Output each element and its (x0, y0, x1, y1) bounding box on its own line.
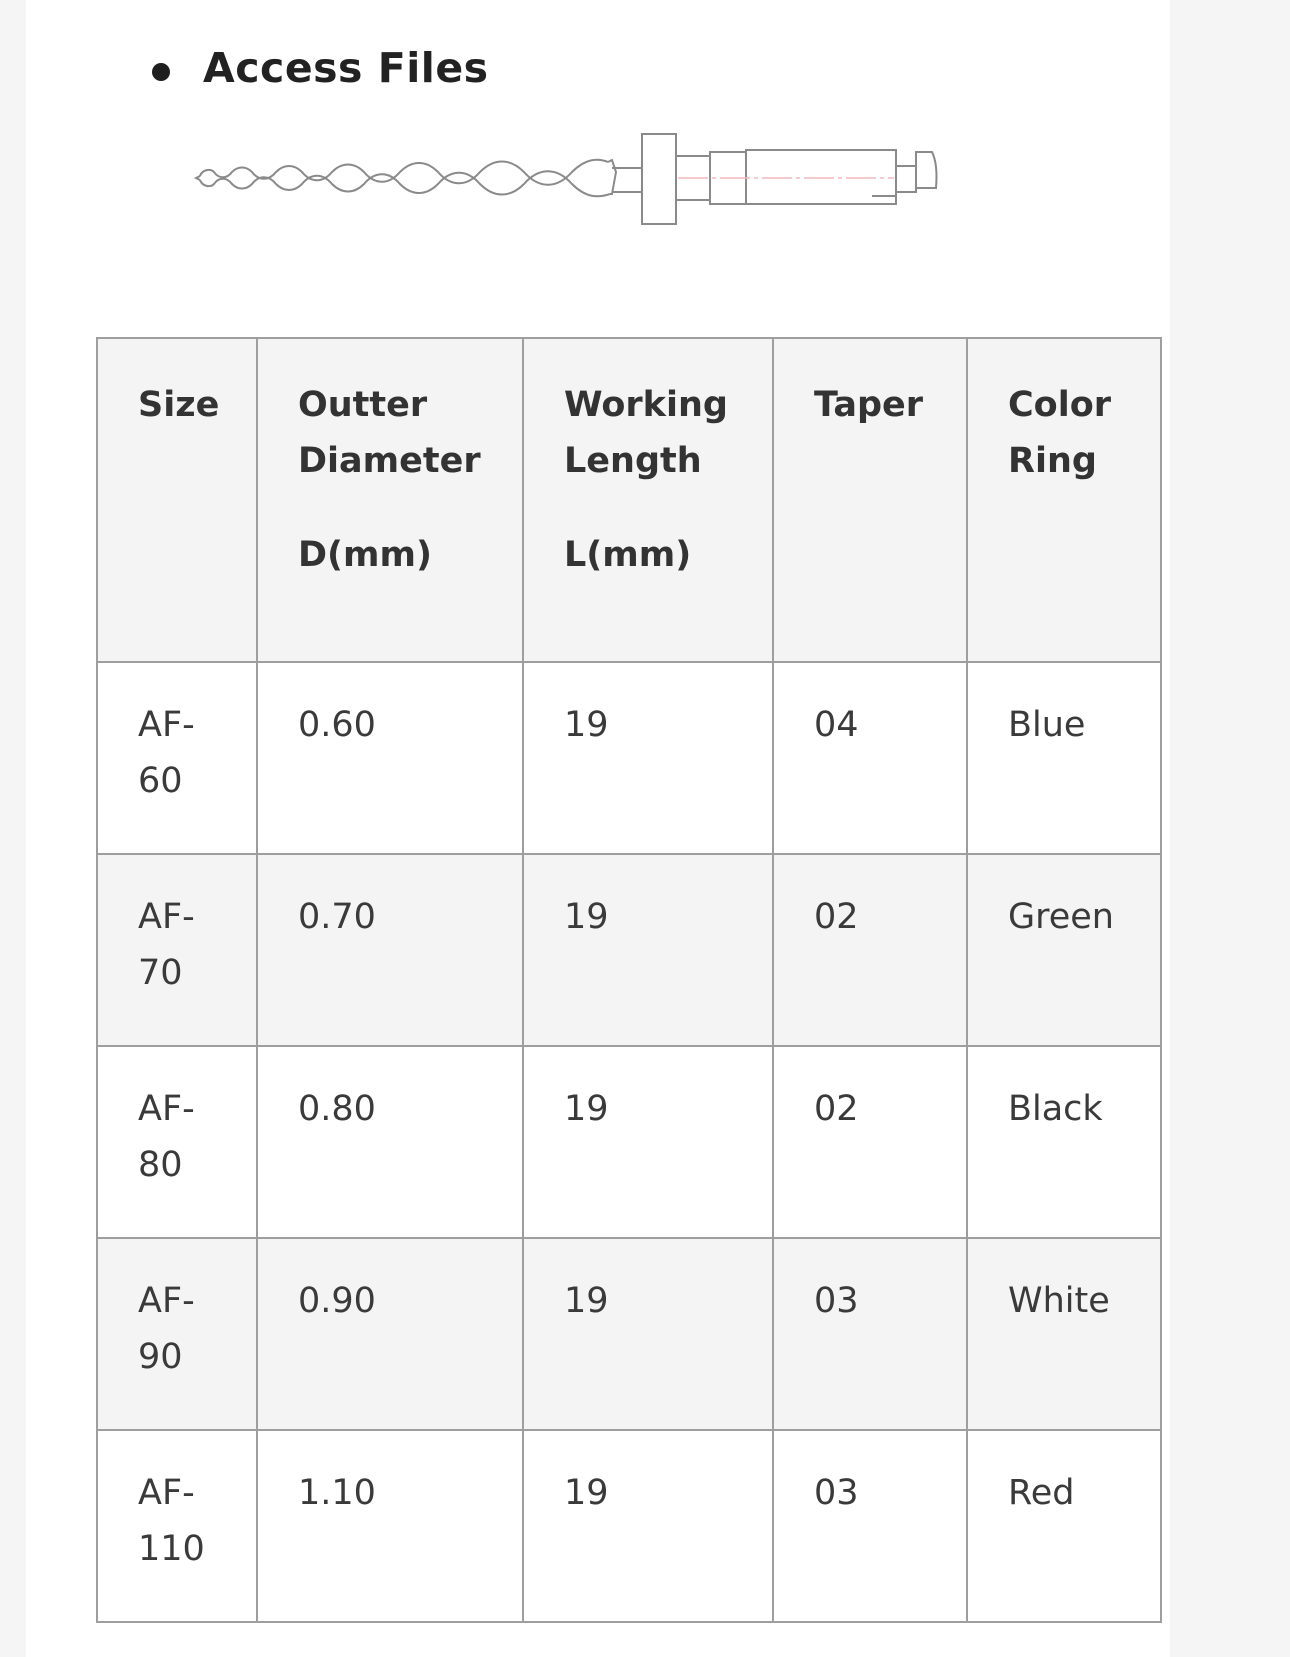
header-size-label: Size (138, 385, 220, 425)
cell-color: Blue (967, 662, 1161, 854)
header-color-line1: Color (1008, 385, 1112, 425)
size-prefix: AF- (138, 1281, 195, 1321)
size-prefix: AF- (138, 705, 195, 745)
header-color-line2: Ring (1008, 441, 1097, 481)
section-heading-row (26, 40, 1170, 104)
header-diameter-line1: Outter (298, 385, 428, 425)
table-row (97, 1430, 1161, 1622)
spec-table (96, 337, 1162, 1623)
table-row (97, 662, 1161, 854)
header-length-line1: Working (564, 385, 728, 425)
cell-color: Black (967, 1046, 1161, 1238)
cell-length: 19 (523, 1046, 773, 1238)
cell-diameter: 0.80 (257, 1046, 523, 1238)
cell-taper: 03 (773, 1430, 967, 1622)
size-prefix: AF- (138, 1089, 195, 1129)
cell-color: White (967, 1238, 1161, 1430)
header-diameter-line2: Diameter (298, 441, 481, 481)
cell-size (97, 854, 257, 1046)
cell-taper: 03 (773, 1238, 967, 1430)
cell-taper: 02 (773, 1046, 967, 1238)
cell-color: Green (967, 854, 1161, 1046)
header-taper (773, 338, 967, 662)
cell-diameter: 1.10 (257, 1430, 523, 1622)
header-size (97, 338, 257, 662)
cell-length: 19 (523, 662, 773, 854)
table-row (97, 1238, 1161, 1430)
cell-taper: 04 (773, 662, 967, 854)
cell-diameter: 0.60 (257, 662, 523, 854)
content-card (26, 0, 1170, 1657)
size-number: 80 (138, 1145, 183, 1185)
cell-length: 19 (523, 1430, 773, 1622)
table-row (97, 854, 1161, 1046)
cell-size (97, 1238, 257, 1430)
header-diameter-unit: D(mm) (298, 535, 432, 575)
cell-size (97, 1430, 257, 1622)
cell-length: 19 (523, 1238, 773, 1430)
cell-color: Red (967, 1430, 1161, 1622)
size-number: 110 (138, 1529, 205, 1569)
cell-taper: 02 (773, 854, 967, 1046)
cell-diameter: 0.70 (257, 854, 523, 1046)
endodontic-file-icon (182, 128, 1018, 244)
header-length-unit: L(mm) (564, 535, 692, 575)
header-working-length (523, 338, 773, 662)
table-row (97, 1046, 1161, 1238)
size-prefix: AF- (138, 1473, 195, 1513)
section-heading: Access Files (203, 44, 489, 92)
cell-diameter: 0.90 (257, 1238, 523, 1430)
header-color-ring (967, 338, 1161, 662)
header-taper-label: Taper (814, 385, 924, 425)
cell-size (97, 1046, 257, 1238)
size-number: 60 (138, 761, 183, 801)
table-header-row (97, 338, 1161, 662)
cell-length: 19 (523, 854, 773, 1046)
size-prefix: AF- (138, 897, 195, 937)
header-outer-diameter (257, 338, 523, 662)
cell-size (97, 662, 257, 854)
bullet-icon (152, 63, 170, 81)
size-number: 70 (138, 953, 183, 993)
size-number: 90 (138, 1337, 183, 1377)
header-length-line2: Length (564, 441, 702, 481)
